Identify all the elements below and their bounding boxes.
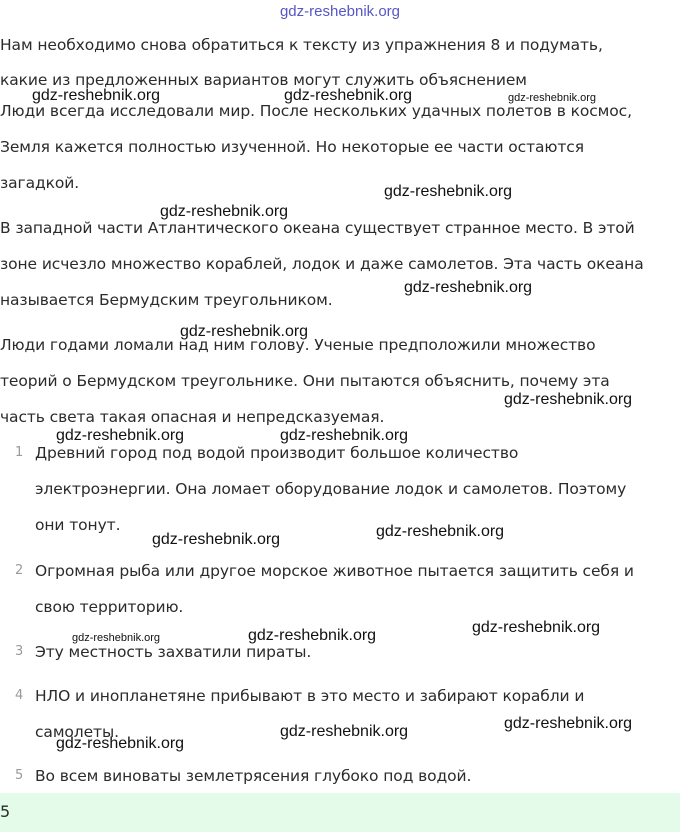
option-1-line-1: Древний город под водой производит большое количество	[35, 444, 519, 462]
option-1-number: 1	[15, 445, 24, 460]
option-2-number: 2	[15, 563, 24, 578]
option-1-line-3: они тонут.	[35, 516, 121, 534]
option-5-number: 5	[15, 768, 24, 783]
paragraph-1-line-1: Люди всегда исследовали мир. После нескольких удачных полетов в космос,	[0, 102, 632, 120]
option-4-line-1: НЛО и инопланетяне прибывают в это место и забирают корабли и	[35, 687, 585, 705]
option-3-number: 3	[15, 644, 24, 659]
watermark: gdz-reshebnik.org	[284, 87, 413, 104]
option-5-line-1: Во всем виноваты землетрясения глубоко под водой.	[35, 767, 472, 785]
footer-label: 5	[0, 802, 11, 821]
watermark: gdz-reshebnik.org	[472, 619, 601, 636]
intro-line-1: Нам необходимо снова обратиться к тексту из упражнения 8 и подумать,	[0, 36, 603, 54]
watermark: gdz-reshebnik.org	[504, 715, 633, 732]
watermark: gdz-reshebnik.org	[152, 531, 281, 548]
paragraph-2-line-2: зоне исчезло множество кораблей, лодок и даже самолетов. Эта часть океана	[0, 255, 644, 273]
watermark: gdz-reshebnik.org	[56, 427, 185, 444]
watermark: gdz-reshebnik.org	[280, 427, 409, 444]
option-2-line-2: свою территорию.	[35, 598, 184, 616]
paragraph-3-line-2: теорий о Бермудском треугольнике. Они пытаются объяснить, почему эта	[0, 372, 610, 390]
top-watermark: gdz-reshebnik.org	[279, 3, 401, 20]
watermark: gdz-reshebnik.org	[56, 735, 185, 752]
watermark: gdz-reshebnik.org	[280, 723, 409, 740]
footer-bar	[0, 793, 680, 832]
option-4-line-2: самолеты.	[35, 723, 119, 741]
watermark: gdz-reshebnik.org	[32, 87, 161, 104]
paragraph-3-line-1: Люди годами ломали над ним голову. Ученые предположили множество	[0, 336, 596, 354]
watermark: gdz-reshebnik.org	[72, 632, 161, 644]
paragraph-1-line-3: загадкой.	[0, 174, 80, 192]
watermark: gdz-reshebnik.org	[180, 323, 309, 340]
paragraph-2-line-3: называется Бермудским треугольником.	[0, 291, 333, 309]
watermark: gdz-reshebnik.org	[248, 627, 377, 644]
paragraph-2-line-1: В западной части Атлантического океана существует странное место. В этой	[0, 219, 635, 237]
watermark: gdz-reshebnik.org	[384, 183, 513, 200]
watermark: gdz-reshebnik.org	[376, 523, 505, 540]
option-1-line-2: электроэнергии. Она ломает оборудование лодок и самолетов. Поэтому	[35, 480, 627, 498]
watermark: gdz-reshebnik.org	[504, 391, 633, 408]
option-4-number: 4	[15, 688, 24, 703]
watermark: gdz-reshebnik.org	[508, 92, 597, 104]
option-2-line-1: Огромная рыба или другое морское животное пытается защитить себя и	[35, 562, 634, 580]
watermark: gdz-reshebnik.org	[404, 279, 533, 296]
watermark: gdz-reshebnik.org	[160, 203, 289, 220]
paragraph-1-line-2: Земля кажется полностью изученной. Но некоторые ее части остаются	[0, 138, 584, 156]
intro-line-2: какие из предложенных вариантов могут служить объяснением	[0, 71, 527, 89]
paragraph-3-line-3: часть света такая опасная и непредсказуемая.	[0, 408, 385, 426]
option-3-line-1: Эту местность захватили пираты.	[35, 643, 312, 661]
